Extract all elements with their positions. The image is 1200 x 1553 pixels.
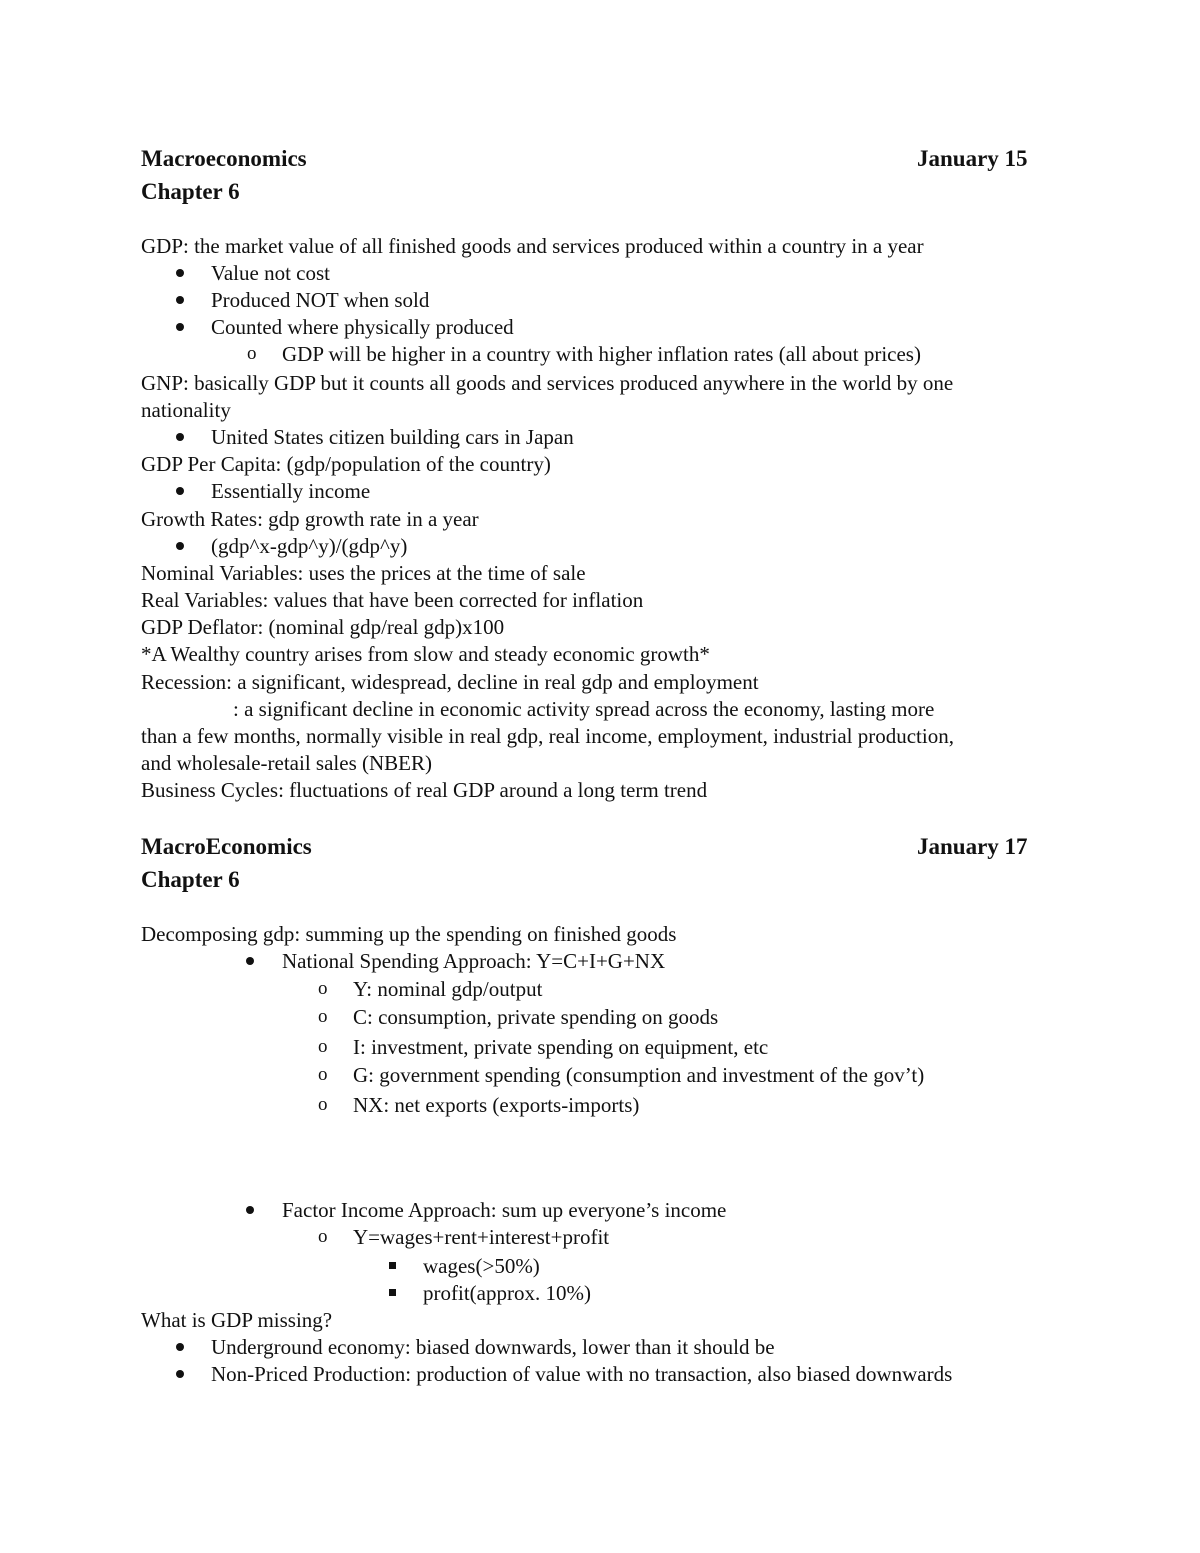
sub-sub-list-item: wages(>50%) <box>423 1254 540 1278</box>
square-bullet-icon <box>389 1289 396 1296</box>
chapter-heading: Chapter 6 <box>141 867 240 892</box>
definition-line: GDP Deflator: (nominal gdp/real gdp)x100 <box>141 615 505 639</box>
sub-bullet-icon: o <box>247 343 257 364</box>
sub-bullet-icon: o <box>318 1006 328 1027</box>
sub-bullet-icon: o <box>318 1226 328 1247</box>
note-line: *A Wealthy country arises from slow and steady economic growth* <box>141 642 710 666</box>
list-item: United States citizen building cars in Japan <box>211 425 574 449</box>
bullet-icon <box>246 1206 254 1214</box>
sub-list-item: I: investment, private spending on equipment, etc <box>353 1035 769 1059</box>
bullet-icon <box>246 957 254 965</box>
list-item: Counted where physically produced <box>211 315 514 339</box>
bullet-icon <box>176 1370 184 1378</box>
lecture-date: January 15 <box>917 146 1028 171</box>
definition-line: Business Cycles: fluctuations of real GDP around a long term trend <box>141 778 708 802</box>
sub-list-item: Y: nominal gdp/output <box>353 977 543 1001</box>
list-item: Value not cost <box>211 261 330 285</box>
bullet-icon <box>176 323 184 331</box>
definition-line: and wholesale-retail sales (NBER) <box>141 751 432 775</box>
list-item: Essentially income <box>211 479 371 503</box>
course-title: Macroeconomics <box>141 146 307 171</box>
sub-list-item: GDP will be higher in a country with higher inflation rates (all about prices) <box>282 342 921 366</box>
definition-line: Recession: a significant, widespread, decline in real gdp and employment <box>141 670 759 694</box>
sub-list-item: C: consumption, private spending on goods <box>353 1005 719 1029</box>
course-title: MacroEconomics <box>141 834 312 859</box>
definition-line: Decomposing gdp: summing up the spending on finished goods <box>141 922 677 946</box>
list-item: National Spending Approach: Y=C+I+G+NX <box>282 949 666 973</box>
bullet-icon <box>176 269 184 277</box>
sub-bullet-icon: o <box>318 1064 328 1085</box>
definition-line: nationality <box>141 398 231 422</box>
sub-bullet-icon: o <box>318 1036 328 1057</box>
bullet-icon <box>176 433 184 441</box>
definition-line: GDP Per Capita: (gdp/population of the country) <box>141 452 551 476</box>
square-bullet-icon <box>389 1262 396 1269</box>
sub-list-item: NX: net exports (exports-imports) <box>353 1093 640 1117</box>
bullet-icon <box>176 296 184 304</box>
definition-line: What is GDP missing? <box>141 1308 333 1332</box>
list-item: Produced NOT when sold <box>211 288 430 312</box>
list-item: Non-Priced Production: production of value with no transaction, also biased downwards <box>211 1362 953 1386</box>
bullet-icon <box>176 1343 184 1351</box>
bullet-icon <box>176 542 184 550</box>
definition-line: Real Variables: values that have been corrected for inflation <box>141 588 644 612</box>
definition-line: than a few months, normally visible in real gdp, real income, employment, industrial production, <box>141 724 954 748</box>
chapter-heading: Chapter 6 <box>141 179 240 204</box>
definition-line: GNP: basically GDP but it counts all goods and services produced anywhere in the world by one <box>141 371 954 395</box>
definition-line: : a significant decline in economic activity spread across the economy, lasting more <box>233 697 935 721</box>
bullet-icon <box>176 487 184 495</box>
list-item: (gdp^x-gdp^y)/(gdp^y) <box>211 534 408 558</box>
lecture-date: January 17 <box>917 834 1028 859</box>
definition-line: Growth Rates: gdp growth rate in a year <box>141 507 479 531</box>
sub-sub-list-item: profit(approx. 10%) <box>423 1281 591 1305</box>
sub-bullet-icon: o <box>318 1094 328 1115</box>
sub-bullet-icon: o <box>318 978 328 999</box>
list-item: Factor Income Approach: sum up everyone’s income <box>282 1198 727 1222</box>
definition-line: Nominal Variables: uses the prices at the time of sale <box>141 561 586 585</box>
definition-line: GDP: the market value of all finished goods and services produced within a country in a year <box>141 234 924 258</box>
list-item: Underground economy: biased downwards, lower than it should be <box>211 1335 775 1359</box>
sub-list-item: G: government spending (consumption and investment of the gov’t) <box>353 1063 925 1087</box>
sub-list-item: Y=wages+rent+interest+profit <box>353 1225 610 1249</box>
